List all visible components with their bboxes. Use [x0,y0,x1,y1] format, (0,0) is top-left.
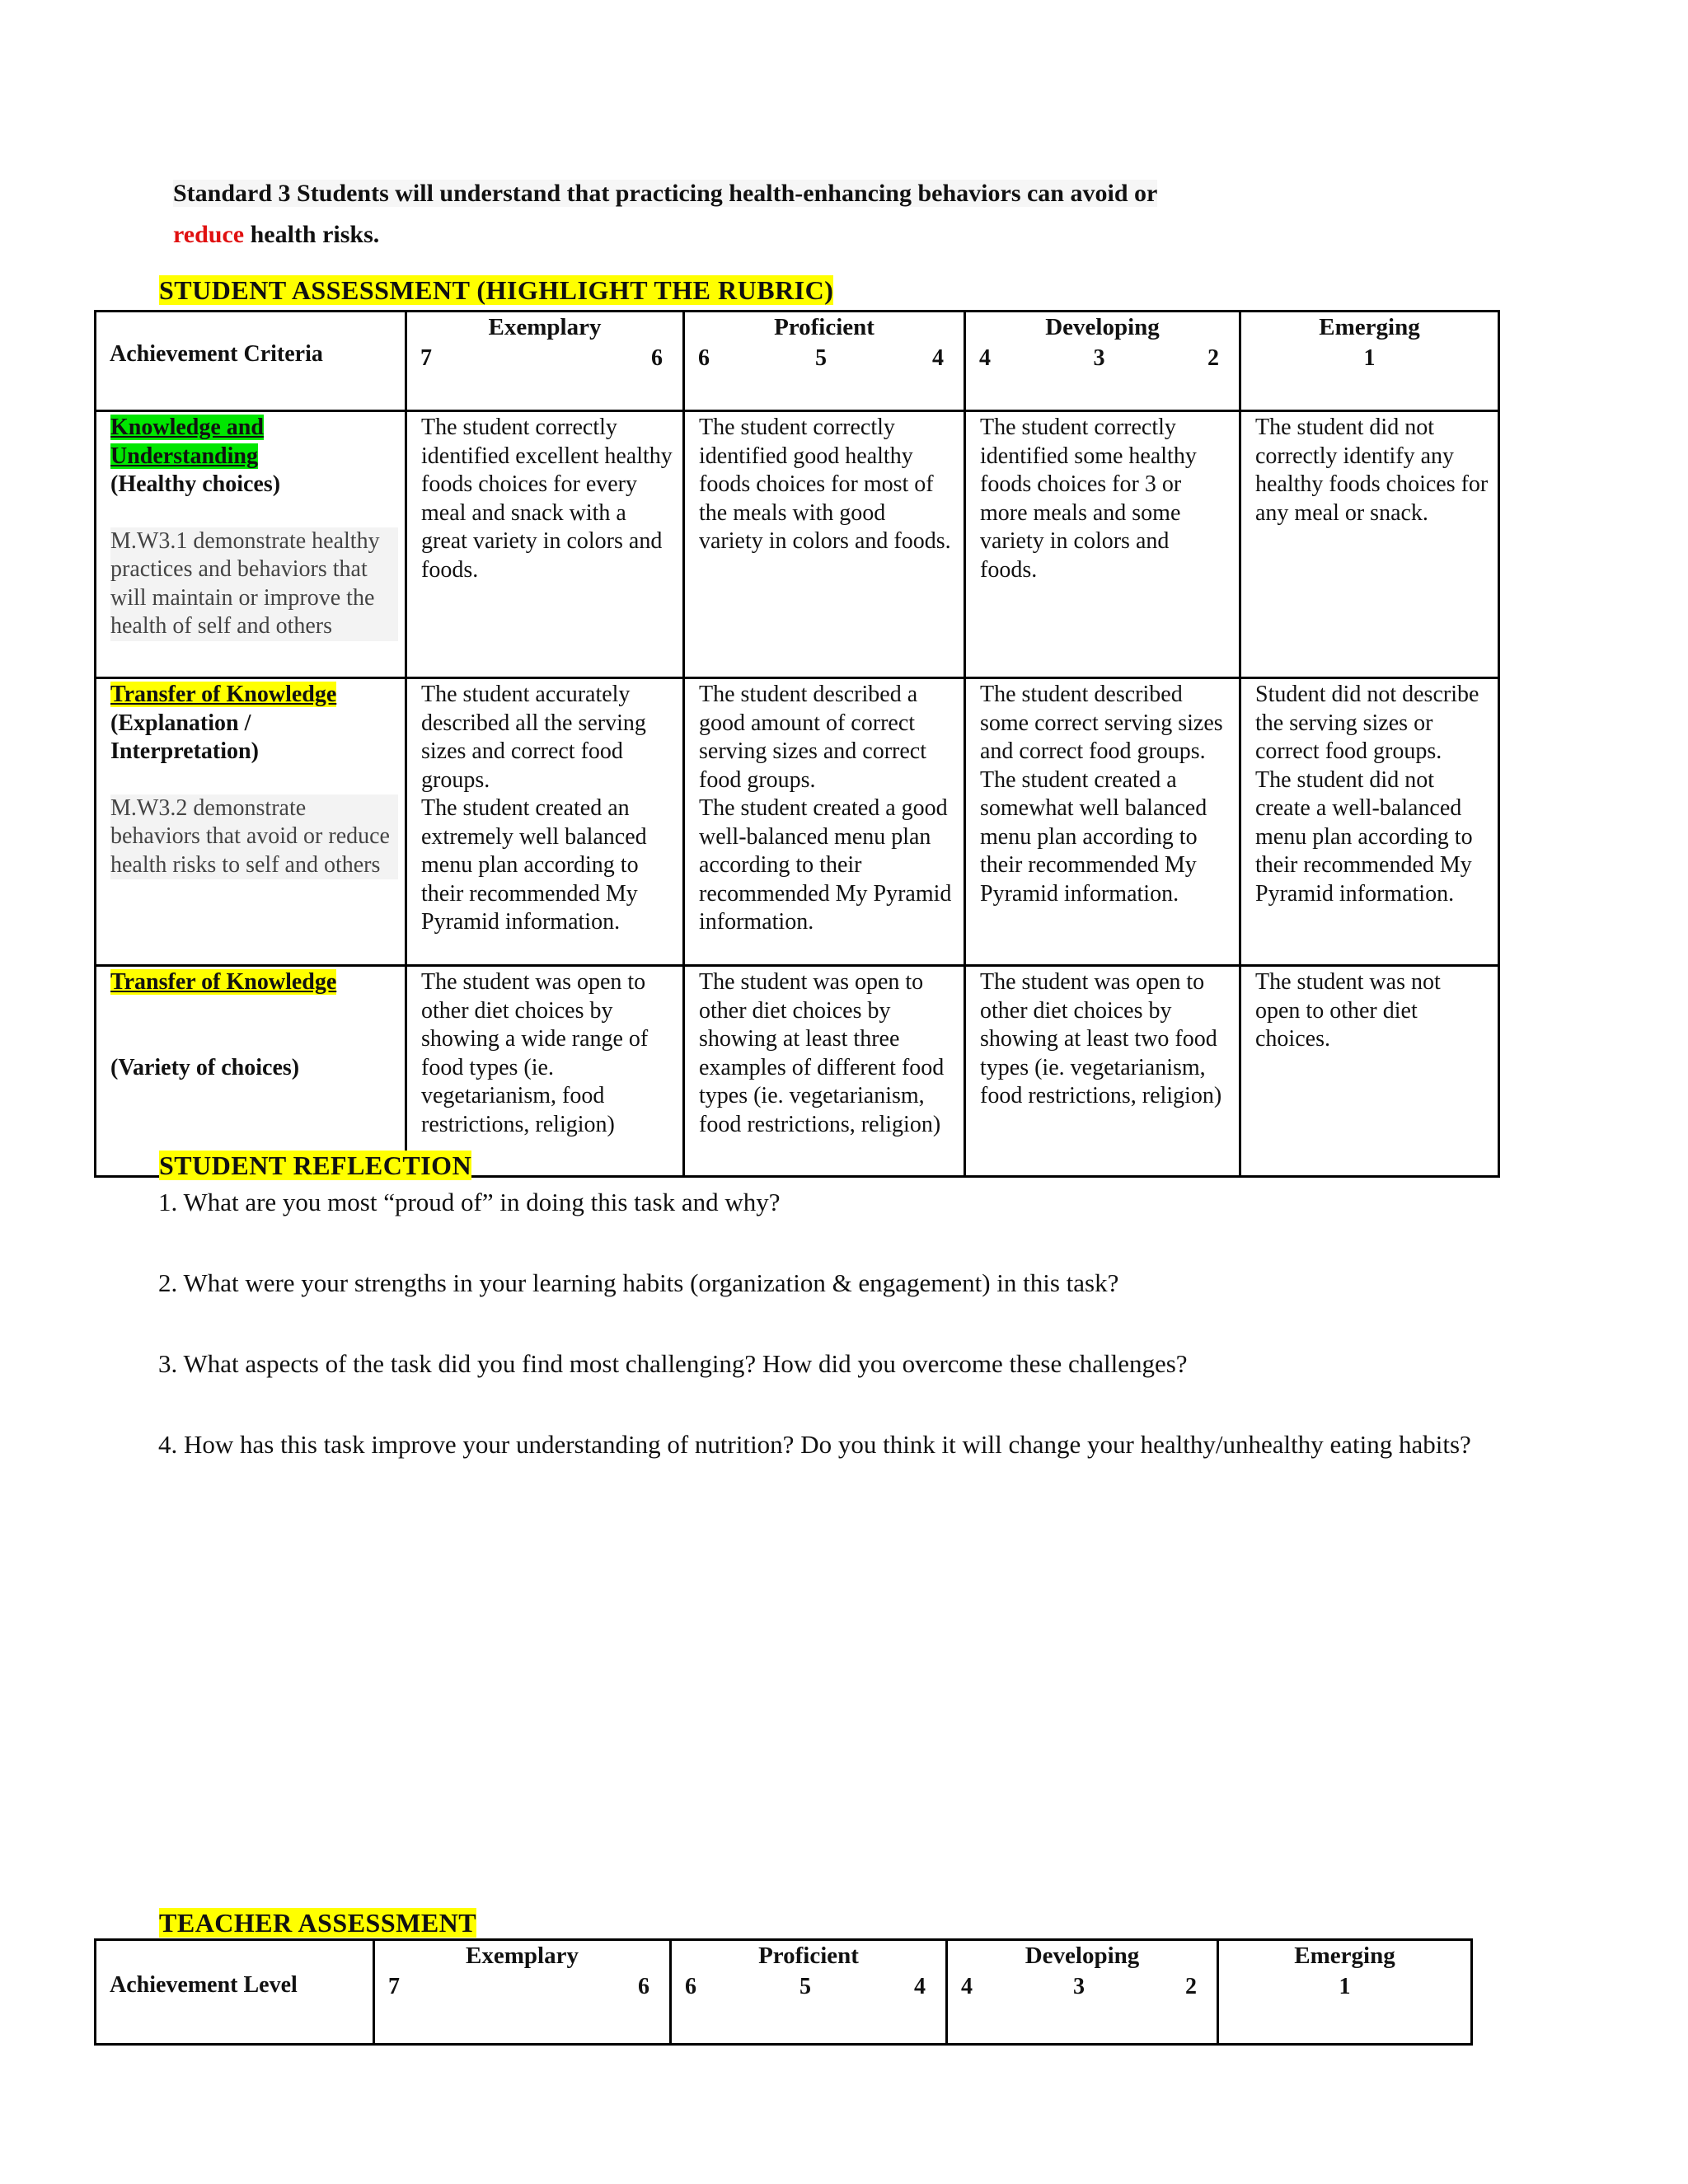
rubric-cell: The student correctly identified good healthy foods choices for most of the meals with good variety in colors and foods. [684,411,965,678]
reflection-question-2: 2. What were your strengths in your learning habits (organization & engagement) in this task? [158,1268,1119,1297]
rubric-row-transfer-variety [96,966,1499,1177]
level-emerging: Emerging 1 [1240,312,1499,411]
standard-emphasis: reduce [173,221,245,248]
teacher-level-developing: Developing 4 3 2 [947,1940,1218,2045]
standard-lead: Standard 3 Students will understand that practicing health-enhancing behaviors can avoid or [173,180,1158,207]
standard-statement [173,173,1409,255]
teacher-assessment-heading: TEACHER ASSESSMENT [159,1908,477,1938]
achievement-level-label: Achievement Level [96,1940,374,2045]
teacher-level-proficient: Proficient 6 5 4 [671,1940,947,2045]
rubric-row-transfer-explanation [96,678,1499,966]
criteria-header: Achievement Criteria [96,312,406,411]
student-reflection-heading: STUDENT REFLECTION [159,1151,472,1180]
criterion-sub: (Explanation / Interpretation) [110,710,259,764]
student-assessment-heading: STUDENT ASSESSMENT (HIGHLIGHT THE RUBRIC) [159,275,834,305]
teacher-level-row [96,1940,1472,2045]
rubric-header-row [96,312,1499,411]
rubric-cell: The student was open to other diet choices by showing at least three examples of different food types (ie. vegetarianism, food restrictions, religion) [684,966,965,1177]
rubric-cell: The student described some correct serving sizes and correct food groups. The student created a somewhat well balanced menu plan according to their recommended My Pyramid information. [965,678,1240,966]
rubric-cell: The student correctly identified some healthy foods choices for 3 or more meals and some variety in colors and foods. [965,411,1240,678]
criterion-standard: M.W3.1 demonstrate healthy practices and behaviors that will maintain or improve the health of self and others [110,527,398,641]
rubric-cell: The student described a good amount of correct serving sizes and correct food groups. The student created a good well-balanced menu plan according to their recommended My Pyramid information. [684,678,965,966]
rubric-cell: The student was not open to other diet choices. [1240,966,1499,1177]
rubric-cell: Student did not describe the serving sizes or correct food groups. The student did not create a well-balanced menu plan according to their recommended My Pyramid information. [1240,678,1499,966]
teacher-level-emerging: Emerging 1 [1218,1940,1472,2045]
criterion-name: Knowledge and Understanding [110,415,264,469]
teacher-level-exemplary: Exemplary 7 6 [374,1940,671,2045]
level-exemplary: Exemplary 7 6 [406,312,684,411]
rubric-cell: The student was open to other diet choices by showing at least two food types (ie. vegetarianism, food restrictions, religion) [965,966,1240,1177]
reflection-question-4: 4. How has this task improve your understanding of nutrition? Do you think it will change your healthy/unhealthy eating habits? [158,1430,1471,1459]
criterion-cell [96,411,406,678]
teacher-assessment-table [94,1938,1473,2046]
criterion-cell [96,966,406,1177]
rubric-cell: The student correctly identified excellent healthy foods choices for every meal and snack with a great variety in colors and foods. [406,411,684,678]
rubric-cell: The student did not correctly identify any healthy foods choices for any meal or snack. [1240,411,1499,678]
criterion-standard: M.W3.2 demonstrate behaviors that avoid or reduce health risks to self and others [110,794,398,880]
rubric-cell: The student accurately described all the serving sizes and correct food groups. The student created an extremely well balanced menu plan according to their recommended My Pyramid information. [406,678,684,966]
level-developing: Developing 4 3 2 [965,312,1240,411]
criterion-sub: (Variety of choices) [110,1054,300,1080]
reflection-question-1: 1. What are you most “proud of” in doing this task and why? [158,1188,781,1216]
criterion-sub: (Healthy choices) [110,471,281,497]
criterion-name: Transfer of Knowledge [110,682,337,707]
rubric-row-knowledge [96,411,1499,678]
standard-tail: health risks. [244,221,380,248]
criterion-cell [96,678,406,966]
rubric-table [94,310,1500,1178]
rubric-cell: The student was open to other diet choices by showing a wide range of food types (ie. vegetarianism, food restrictions, religion) [406,966,684,1177]
criterion-name: Transfer of Knowledge [110,969,337,995]
level-proficient: Proficient 6 5 4 [684,312,965,411]
reflection-question-3: 3. What aspects of the task did you find most challenging? How did you overcome these challenges? [158,1349,1188,1378]
